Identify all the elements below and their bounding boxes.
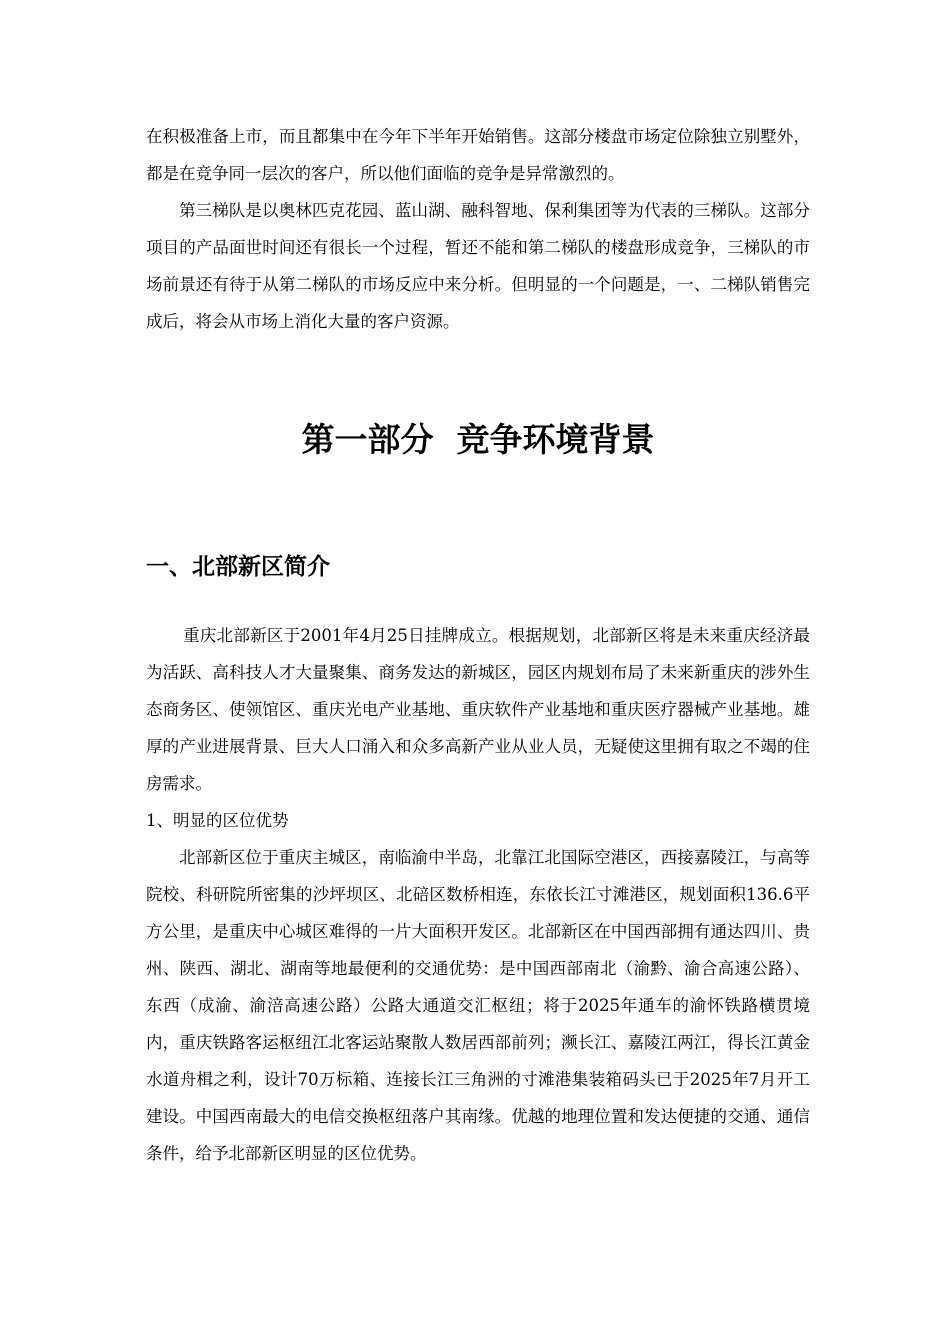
chapter-title: 第一部分 竞争环境背景 — [301, 420, 655, 459]
section-title: 一、北部新区简介 — [146, 554, 330, 580]
intro-block — [146, 118, 810, 340]
section-paragraph-2: 北部新区位于重庆主城区，南临渝中半岛，北靠江北国际空港区，西接嘉陵江，与高等院校、科研院所密集的沙坪坝区、北碚区数桥相连，东依长江寸滩港区，规划面积136.6平方公里，是重庆中心城区难得的一片大面积开发区。北部新区在中国西部拥有通达四川、贵州、陕西、湖北、湖南等地最便利的交通优势：是中国西部南北（渝黔、渝合高速公路）、东西（成渝、渝涪高速公路）公路大通道交汇枢纽；将于2025年通车的渝怀铁路横贯境内，重庆铁路客运枢纽江北客运站聚散人数居西部前列；濒长江、嘉陵江两江，得长江黄金水道舟楫之利，设计70万标箱、连接长江三角洲的寸滩港集装箱码头已于2025年7月开工建设。中国西南最大的电信交换枢纽落户其南缘。优越的地理位置和发达便捷的交通、通信条件，给予北部新区明显的区位优势。 — [146, 848, 810, 1163]
intro-paragraph-1: 在积极准备上市，而且都集中在今年下半年开始销售。这部分楼盘市场定位除独立别墅外，都是在竞争同一层次的客户，所以他们面临的竞争是异常激烈的。 — [146, 127, 810, 183]
intro-paragraph-2: 第三梯队是以奥林匹克花园、蓝山湖、融科智地、保利集团等为代表的三梯队。这部分项目的产品面世时间还有很长一个过程，暂还不能和第二梯队的楼盘形成竞争，三梯队的市场前景还有待于从第二梯队的市场反应中来分析。但明显的一个问题是，一、二梯队销售完成后，将会从市场上消化大量的客户资源。 — [146, 201, 810, 331]
section-paragraph-1: 重庆北部新区于2001年4月25日挂牌成立。根据规划，北部新区将是未来重庆经济最为活跃、高科技人才大量聚集、商务发达的新城区，园区内规划布局了未来新重庆的涉外生态商务区、使领馆区、重庆光电产业基地、重庆软件产业基地和重庆医疗器械产业基地。雄厚的产业进展背景、巨大人口涌入和众多高新产业从业人员，无疑使这里拥有取之不竭的住房需求。 — [146, 626, 810, 793]
section-body — [146, 617, 810, 1172]
sub-heading: 1、明显的区位优势 — [146, 811, 289, 830]
